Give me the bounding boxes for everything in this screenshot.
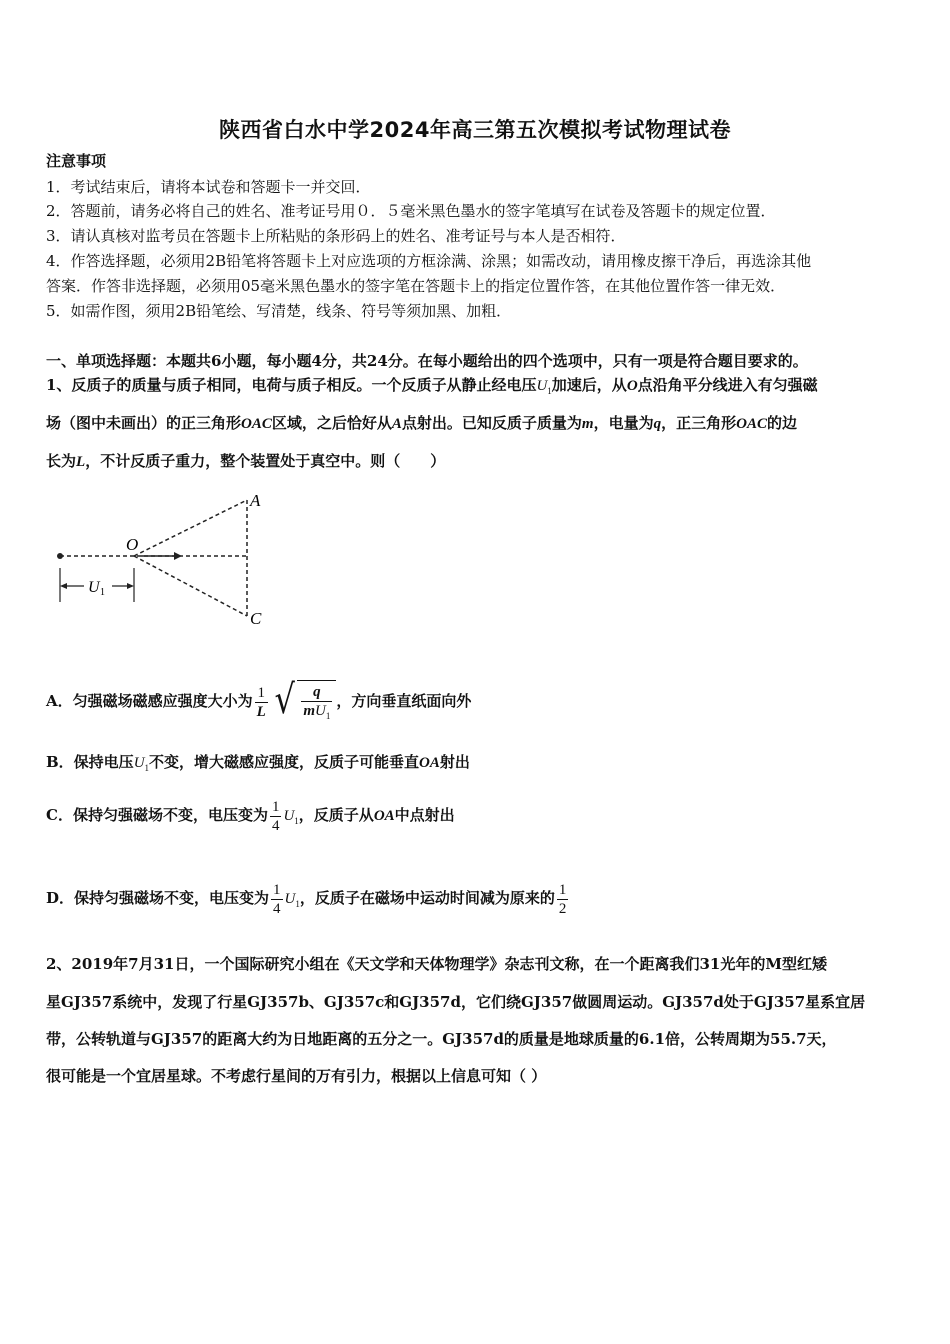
q1-line-2: 场（图中未画出）的正三角形OAC区域，之后恰好从A点射出。已知反质子质量为m，电量为q，正三角形OAC的边 [46,414,797,432]
notice-item: 1．考试结束后，请将本试卷和答题卡一并交回． [46,178,371,196]
label-c: C [250,609,262,628]
section-heading: 一、单项选择题：本题共6小题，每小题4分，共24分。在每小题给出的四个选项中，只有一项是符合题目要求的。 [46,352,808,370]
q1-line-1: 1、反质子的质量与质子相同，电荷与质子相反。一个反质子从静止经电压$U_1$加速后，从O点沿角平分线进入有匀强磁 [46,376,818,396]
notice-item: 3．请认真核对监考员在答题卡上所粘贴的条形码上的姓名、准考证号与本人是否相符． [46,227,626,245]
notice-heading: 注意事项 [46,152,107,170]
q1-diagram [46,482,286,632]
option-c: C．保持匀强磁场不变，电压变为 $\frac{1}{4}$ $U_1$，反质子从OA中点射出 [46,798,455,834]
notice-item: 5．如需作图，须用2B铅笔绘、写清楚，线条、符号等须加黑、加粗． [46,302,512,320]
notice-item: 2．答题前，请务必将自己的姓名、准考证号用０．５毫米黑色墨水的签字笔填写在试卷及答题卡的规定位置． [46,202,776,220]
option-a: A．匀强磁场磁感应强度大小为 $\frac{1}{L}$ √ $\frac{q}{mU_1}$ ，方向垂直纸面向外 [46,676,472,723]
q1-line-3: 长为L，不计反质子重力，整个装置处于真空中。则（ ） [46,452,446,470]
label-u: U [88,579,100,596]
option-b: B．保持电压$U_1$不变，增大磁感应强度，反质子可能垂直OA射出 [46,753,470,773]
notice-item: 答案．作答非选择题，必须用05毫米黑色墨水的签字笔在答题卡上的指定位置作答，在其他位置作答一律无效． [46,277,786,295]
page-title: 陕西省白水中学2024年高三第五次模拟考试物理试卷 [219,118,731,142]
q2-line: 星GJ357系统中，发现了行星GJ357b、GJ357c和GJ357d，它们绕GJ357做圆周运动。GJ357d处于GJ357星系宜居 [46,993,866,1011]
label-a: A [250,491,261,510]
notice-item: 4．作答选择题，必须用2B铅笔将答题卡上对应选项的方框涂满、涂黑；如需改动，请用橡皮擦干净后，再选涂其他 [46,252,812,270]
label-o: O [126,535,139,554]
q2-line: 很可能是一个宜居星球。不考虑行星间的万有引力，根据以上信息可知（ ） [46,1067,547,1085]
option-d: D．保持匀强磁场不变，电压变为 $\frac{1}{4}$ $U_1$，反质子在磁场中运动时间减为原来的 $\frac{1}{2}$ [46,881,567,917]
q2-line: 2、2019年7月31日，一个国际研究小组在《天文学和天体物理学》杂志刊文称，在一个距离我们31光年的M型红矮 [46,955,827,973]
q2-line: 带，公转轨道与GJ357的距离大约为日地距离的五分之一。GJ357d的质量是地球质量的6.1倍，公转周期为55.7天， [46,1030,837,1048]
label-u-sub: 1 [100,587,105,598]
